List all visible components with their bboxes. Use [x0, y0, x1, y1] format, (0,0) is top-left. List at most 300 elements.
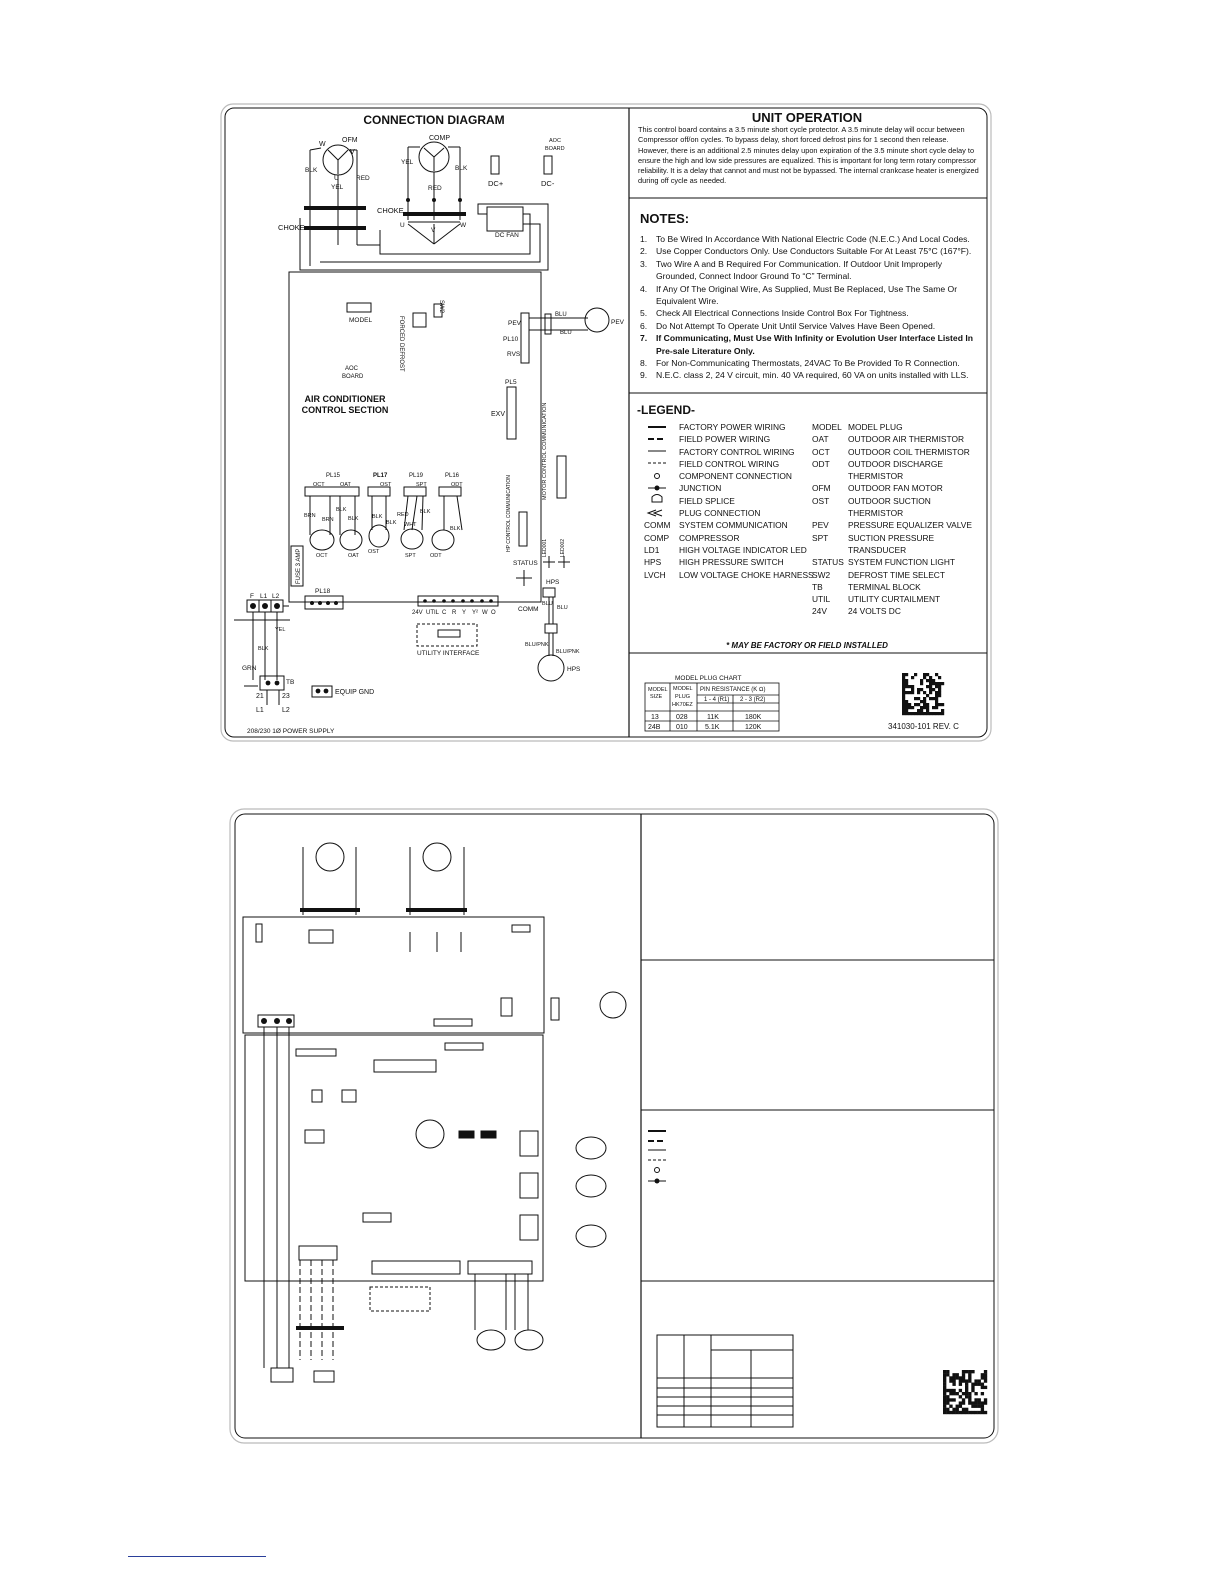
matrix-cell — [905, 703, 908, 706]
legend-text: JUNCTION — [679, 483, 722, 494]
matrix-cell — [956, 1408, 959, 1411]
matrix-cell — [929, 682, 932, 685]
legend-text: TRANSDUCER — [848, 544, 907, 555]
matrix-cell — [949, 1376, 952, 1379]
matrix-cell — [949, 1398, 952, 1401]
pl17-label: PL17 — [373, 473, 388, 479]
matrix-cell — [946, 1398, 949, 1401]
matrix-cell — [923, 673, 926, 676]
chart-header-hk: HK70EZ — [672, 702, 693, 708]
supply-l2: L2 — [282, 707, 290, 714]
legend-key: HPS — [644, 557, 662, 568]
matrix-cell — [926, 703, 929, 706]
legend-row — [644, 421, 814, 433]
matrix-cell — [952, 1411, 955, 1414]
svg-text:24B: 24B — [648, 724, 661, 731]
legend-row — [812, 532, 987, 544]
pl16-label: PL16 — [445, 473, 460, 479]
matrix-cell — [929, 712, 932, 715]
matrix-cell — [965, 1408, 968, 1411]
matrix-cell — [946, 1370, 949, 1373]
legend-key: 24V — [812, 606, 827, 617]
svg-text:24V: 24V — [412, 610, 423, 616]
svg-text:120K: 120K — [745, 724, 762, 731]
matrix-cell — [949, 1379, 952, 1382]
matrix-cell — [984, 1376, 987, 1379]
status-label: STATUS — [513, 560, 538, 567]
matrix-cell — [923, 703, 926, 706]
matrix-cell — [917, 688, 920, 691]
matrix-cell — [962, 1379, 965, 1382]
terminal-f: F — [250, 593, 254, 600]
matrix-cell — [974, 1405, 977, 1408]
matrix-cell — [971, 1370, 974, 1373]
chart-rows — [648, 714, 762, 731]
sw2-label: SW2 — [438, 300, 444, 314]
matrix-cell — [952, 1389, 955, 1392]
pl16-odt: ODT — [451, 482, 463, 488]
diagram-title: CONNECTION DIAGRAM — [363, 113, 505, 127]
matrix-cell — [932, 706, 935, 709]
matrix-cell — [908, 703, 911, 706]
legend-key — [644, 458, 679, 470]
matrix-cell — [946, 1411, 949, 1414]
matrix-cell — [920, 682, 923, 685]
legend-text: FIELD POWER WIRING — [679, 434, 771, 445]
matrix-cell — [962, 1401, 965, 1404]
legend-row — [812, 433, 987, 445]
power-grn: GRN — [242, 665, 257, 672]
legend-key: LVCH — [644, 569, 666, 580]
legend-text: OUTDOOR SUCTION THERMISTOR — [848, 495, 931, 519]
legend-row — [644, 569, 814, 581]
hps-label: HPS — [567, 666, 581, 673]
note-item: 2. Use Copper Conductors Only. Use Conductors Suitable For At Least 75°C (167°F). — [640, 246, 972, 257]
matrix-cell — [959, 1376, 962, 1379]
matrix-cell — [946, 1389, 949, 1392]
legend-row — [812, 544, 987, 556]
comp-yel: YEL — [401, 159, 414, 166]
legend-right-column — [812, 421, 987, 618]
chart-header-size: SIZE — [650, 694, 663, 700]
wire-blk-5: BLK — [420, 509, 431, 515]
legend-text: FIELD SPLICE — [679, 495, 735, 506]
wire-blk-4: BLK — [386, 520, 397, 526]
matrix-cell — [949, 1411, 952, 1414]
ofm-blk: BLK — [305, 167, 318, 174]
terminal-l2: L2 — [272, 593, 280, 600]
matrix-cell — [962, 1398, 965, 1401]
matrix-cell — [935, 712, 938, 715]
matrix-cell — [923, 691, 926, 694]
comp-u: U — [400, 222, 405, 229]
matrix-cell — [914, 673, 917, 676]
svg-text:O: O — [491, 610, 496, 616]
svg-text:R: R — [452, 610, 457, 616]
matrix-cell — [952, 1398, 955, 1401]
comm-label: COMM — [518, 606, 539, 613]
legend-row — [644, 556, 814, 568]
matrix-cell — [984, 1398, 987, 1401]
matrix-cell — [938, 676, 941, 679]
matrix-cell — [929, 679, 932, 682]
matrix-cell — [981, 1392, 984, 1395]
matrix-cell — [943, 1405, 946, 1408]
legend-row — [812, 482, 987, 494]
matrix-cell — [917, 691, 920, 694]
matrix-cell — [974, 1383, 977, 1386]
matrix-cell — [959, 1395, 962, 1398]
matrix-cell — [968, 1392, 971, 1395]
pl19-spt: SPT — [416, 482, 427, 488]
matrix-cell — [938, 703, 941, 706]
forced-defrost-label: FORCED DEFROST — [398, 316, 404, 372]
aoc-board-label: AOC — [345, 366, 359, 372]
matrix-cell — [959, 1405, 962, 1408]
matrix-cell — [929, 676, 932, 679]
matrix-cell — [908, 712, 911, 715]
matrix-cell — [943, 1370, 946, 1373]
legend-text: SUCTION PRESSURE — [848, 532, 935, 543]
pev-label: PEV — [611, 319, 625, 326]
comp-label: COMP — [429, 135, 450, 142]
choke-label-1: CHOKE — [278, 223, 305, 232]
matrix-cell — [935, 697, 938, 700]
wire-blk-2: BLK — [348, 516, 359, 522]
matrix-cell — [971, 1386, 974, 1389]
chart-header-model: MODEL — [648, 687, 668, 693]
note-item: 9. N.E.C. class 2, 24 V circuit, min. 40 VA required, 60 VA on units installed with LLS. — [640, 370, 969, 381]
legend-text: OUTDOOR AIR THERMISTOR — [848, 434, 965, 445]
matrix-cell — [911, 685, 914, 688]
legend-title: -LEGEND- — [637, 403, 695, 417]
matrix-cell — [968, 1411, 971, 1414]
matrix-cell — [968, 1401, 971, 1404]
legend-text: 24 VOLTS DC — [848, 606, 901, 617]
matrix-cell — [911, 691, 914, 694]
matrix-cell — [974, 1411, 977, 1414]
ofm-v: V — [350, 149, 355, 156]
section-title-2: CONTROL SECTION — [301, 405, 389, 415]
matrix-cell — [902, 706, 905, 709]
legend-key — [644, 507, 679, 519]
legend-key: COMP — [644, 532, 670, 543]
matrix-cell — [938, 685, 941, 688]
legend-text: FACTORY POWER WIRING — [679, 422, 786, 432]
svg-text:5.1K: 5.1K — [705, 724, 720, 731]
model-chart-title: MODEL PLUG CHART — [675, 675, 742, 682]
matrix-cell — [952, 1383, 955, 1386]
matrix-cell — [959, 1389, 962, 1392]
pev-blu-2: BLU — [560, 330, 572, 336]
thermostat-terminal-block — [418, 596, 498, 606]
matrix-cell — [984, 1370, 987, 1373]
matrix-cell — [943, 1373, 946, 1376]
matrix-cell — [981, 1383, 984, 1386]
matrix-cell — [914, 703, 917, 706]
comp-red: RED — [428, 185, 442, 192]
matrix-cell — [926, 712, 929, 715]
matrix-cell — [902, 691, 905, 694]
svg-text:W: W — [482, 610, 488, 616]
matrix-cell — [981, 1411, 984, 1414]
ofm-red: RED — [356, 175, 370, 182]
sensor-spt: SPT — [405, 553, 416, 559]
pl10-rvs: RVS — [507, 351, 521, 358]
comp-w: W — [460, 222, 467, 229]
matrix-cell — [978, 1379, 981, 1382]
matrix-cell — [941, 709, 944, 712]
legend-key — [644, 446, 679, 458]
matrix-cell — [943, 1389, 946, 1392]
matrix-cell — [908, 706, 911, 709]
pl17-ost: OST — [380, 482, 392, 488]
legend-row — [812, 581, 987, 593]
legend-key: SPT — [812, 532, 829, 543]
note-item: 4. If Any Of The Original Wire, As Supplied, Must Be Replaced, Use The Same Or Equivalent Wire. — [640, 283, 958, 307]
legend-key: MODEL — [812, 422, 842, 432]
matrix-cell — [917, 712, 920, 715]
matrix-cell — [968, 1379, 971, 1382]
matrix-cell — [920, 700, 923, 703]
matrix-cell — [943, 1392, 946, 1395]
matrix-cell — [905, 691, 908, 694]
matrix-cell — [926, 673, 929, 676]
matrix-cell — [914, 697, 917, 700]
matrix-cell — [935, 694, 938, 697]
unit-operation-title: UNIT OPERATION — [751, 110, 863, 125]
choke-label-2: CHOKE — [377, 206, 404, 215]
matrix-cell — [956, 1392, 959, 1395]
legend-key — [644, 433, 679, 445]
matrix-cell — [905, 673, 908, 676]
legend-text: OUTDOOR COIL THERMISTOR — [848, 446, 970, 457]
matrix-cell — [929, 685, 932, 688]
utility-relay — [438, 630, 460, 637]
ofm-w: W — [319, 141, 326, 148]
matrix-cell — [908, 685, 911, 688]
dc-minus-label: DC- — [541, 179, 555, 188]
utility-interface-box — [417, 624, 477, 646]
matrix-cell — [965, 1370, 968, 1373]
power-supply-label: 208/230 1Ø POWER SUPPLY — [247, 728, 335, 735]
legend-footnote: * MAY BE FACTORY OR FIELD INSTALLED — [726, 641, 888, 650]
hps-connector — [543, 588, 555, 597]
matrix-cell — [962, 1370, 965, 1373]
matrix-cell — [974, 1401, 977, 1404]
matrix-cell — [981, 1386, 984, 1389]
matrix-cell — [959, 1383, 962, 1386]
matrix-cell — [978, 1401, 981, 1404]
comp-blk: BLK — [455, 165, 468, 172]
pl15-label: PL15 — [326, 473, 341, 479]
matrix-cell — [902, 697, 905, 700]
matrix-cell — [943, 1395, 946, 1398]
unit-operation-body: This control board contains a 3.5 minute short cycle protector. A 3.5 minute delay will occur between Compressor off/on cycles. To bypass delay, short forced defrost pins for 1 second then release. However, there is an additional 2.5 minutes delay upon expiration of the 3.5 minute short cycle delay to ensure the high and low side pressures are equalized. This is important for long term rotary compressor reliability. It is a delay that cannot and must not be bypassed. The internal crankcase heater is energized during off cycle as needed. — [638, 125, 979, 186]
matrix-cell — [965, 1383, 968, 1386]
dc-minus-terminal — [544, 156, 552, 174]
matrix-cell — [905, 712, 908, 715]
matrix-cell — [943, 1379, 946, 1382]
legend-row — [812, 495, 987, 520]
model-plug — [347, 303, 371, 312]
legend-row — [644, 433, 814, 445]
legend-row — [812, 569, 987, 581]
legend-key: UTIL — [812, 594, 831, 605]
led2-label: LED002 — [560, 538, 566, 557]
wire-wht: WHT — [404, 522, 417, 528]
dc-fan-plug — [487, 207, 523, 231]
sensor-oct: OCT — [316, 553, 328, 559]
hp-control-label: HP CONTROL COMMUNICATION — [506, 475, 512, 552]
matrix-cell — [935, 682, 938, 685]
wire-blk-6: BLK — [450, 526, 461, 532]
note-item: 6. Do Not Attempt To Operate Unit Until Service Valves Have Been Opened. — [640, 320, 936, 331]
matrix-cell — [908, 691, 911, 694]
matrix-cell — [938, 682, 941, 685]
note-item: 1. To Be Wired In Accordance With National Electric Code (N.E.C.) And Local Codes. — [640, 234, 970, 244]
legend-key — [644, 421, 679, 433]
note-item: 7. If Communicating, Must Use With Infinity or Evolution User Interface Listed In Pre-sale Literature Only. — [640, 333, 973, 356]
legend-row — [644, 482, 814, 494]
matrix-cell — [935, 700, 938, 703]
legend-key: OCT — [812, 446, 830, 457]
legend-text: OUTDOOR DISCHARGE THERMISTOR — [848, 458, 943, 482]
exv-label: EXV — [491, 411, 506, 418]
legend-text: PRESSURE EQUALIZER VALVE — [848, 520, 972, 531]
power-yel: YEL — [275, 627, 286, 633]
junction-dot — [458, 198, 462, 202]
sensor-ost: OST — [368, 549, 380, 555]
matrix-cell — [956, 1411, 959, 1414]
matrix-cell — [984, 1386, 987, 1389]
hps-blu: BLU — [542, 601, 553, 607]
notes-list — [640, 233, 985, 382]
pl15-oct: OCT — [313, 482, 325, 488]
matrix-cell — [971, 1401, 974, 1404]
dc-fan-label: DC FAN — [495, 232, 519, 239]
matrix-cell — [938, 688, 941, 691]
matrix-cell — [971, 1405, 974, 1408]
matrix-cell — [974, 1392, 977, 1395]
legend-row — [812, 556, 987, 568]
chart-sub-r1: 1 - 4 (R1) — [704, 697, 730, 703]
matrix-cell — [935, 673, 938, 676]
legend-text: UTILITY CURTAILMENT — [848, 594, 941, 605]
matrix-cell — [962, 1408, 965, 1411]
matrix-cell — [956, 1373, 959, 1376]
bottom-wiring — [243, 843, 793, 1427]
pl19-label: PL19 — [409, 473, 424, 479]
bottom-sheet-frame — [230, 809, 998, 1443]
wire-brn-2: BRN — [322, 517, 334, 523]
matrix-cell — [952, 1379, 955, 1382]
legend-key: STATUS — [812, 557, 844, 568]
matrix-cell — [943, 1411, 946, 1414]
legend-key — [644, 482, 679, 494]
legend-key: COMM — [644, 520, 671, 531]
legend-row — [812, 605, 987, 617]
pl5-label: PL5 — [505, 379, 517, 386]
motor-control-connector — [557, 456, 566, 498]
svg-text:Y²: Y² — [472, 610, 478, 616]
legend-key: OFM — [812, 483, 831, 494]
matrix-cell — [978, 1411, 981, 1414]
matrix-cell — [911, 706, 914, 709]
matrix-cell — [902, 712, 905, 715]
pl15-oat: OAT — [340, 482, 351, 488]
pl10-label: PL10 — [503, 336, 519, 343]
chart-sub-r2: 2 - 3 (R2) — [740, 697, 766, 703]
matrix-cell — [920, 679, 923, 682]
hps-blu-2: BLU — [557, 605, 568, 611]
tb-21: 21 — [256, 693, 264, 700]
matrix-cell — [932, 682, 935, 685]
legend-text: COMPRESSOR — [679, 532, 740, 543]
document-number: 341030-101 REV. C — [888, 722, 959, 731]
legend-row — [644, 458, 814, 470]
matrix-cell — [920, 706, 923, 709]
matrix-cell — [981, 1405, 984, 1408]
matrix-cell — [971, 1383, 974, 1386]
legend-text: TERMINAL BLOCK — [848, 581, 921, 592]
matrix-cell — [902, 682, 905, 685]
legend-key — [644, 470, 679, 482]
matrix-cell — [968, 1370, 971, 1373]
legend-text: FACTORY CONTROL WIRING — [679, 446, 795, 457]
pev-blu-1: BLU — [555, 312, 567, 318]
matrix-cell — [968, 1376, 971, 1379]
legend-key: OAT — [812, 434, 829, 445]
legend-row — [644, 507, 814, 519]
svg-text:UTIL: UTIL — [426, 610, 440, 616]
thermistor-plugs — [305, 487, 461, 496]
matrix-cell — [905, 685, 908, 688]
note-item: 3. Two Wire A and B Required For Communication. If Outdoor Unit Improperly Grounded, Connect Indoor Ground To “C” Terminal. — [640, 258, 943, 282]
matrix-cell — [965, 1395, 968, 1398]
legend-text: FIELD CONTROL WIRING — [679, 458, 780, 469]
pl5-connector — [507, 387, 516, 439]
junction-dot — [406, 198, 410, 202]
chart-header-model2: MODEL — [673, 686, 693, 692]
legend-text: LOW VOLTAGE CHOKE HARNESS — [679, 569, 814, 580]
matrix-cell — [905, 706, 908, 709]
matrix-cell — [911, 712, 914, 715]
matrix-cell — [923, 697, 926, 700]
matrix-cell — [974, 1379, 977, 1382]
fuse-label: FUSE 3 AMP — [296, 548, 302, 584]
sensor-oat: OAT — [348, 553, 359, 559]
matrix-cell — [965, 1386, 968, 1389]
matrix-cell — [981, 1376, 984, 1379]
matrix-cell — [926, 694, 929, 697]
matrix-cell — [902, 679, 905, 682]
matrix-cell — [965, 1411, 968, 1414]
legend-key: PEV — [812, 520, 829, 531]
wire-red: RED — [397, 512, 409, 518]
matrix-cell — [923, 706, 926, 709]
dc-plus-label: DC+ — [488, 179, 504, 188]
forced-defrost-pins — [413, 313, 426, 327]
matrix-cell — [943, 1376, 946, 1379]
terminal-l1: L1 — [260, 593, 268, 600]
chart-header-resistance: PIN RESISTANCE (K Ω) — [700, 687, 766, 693]
legend-row — [812, 593, 987, 605]
matrix-cell — [956, 1376, 959, 1379]
matrix-cell — [968, 1398, 971, 1401]
motor-control-label: MOTOR CONTROL COMMUNICATION — [542, 402, 548, 500]
matrix-cell — [902, 694, 905, 697]
